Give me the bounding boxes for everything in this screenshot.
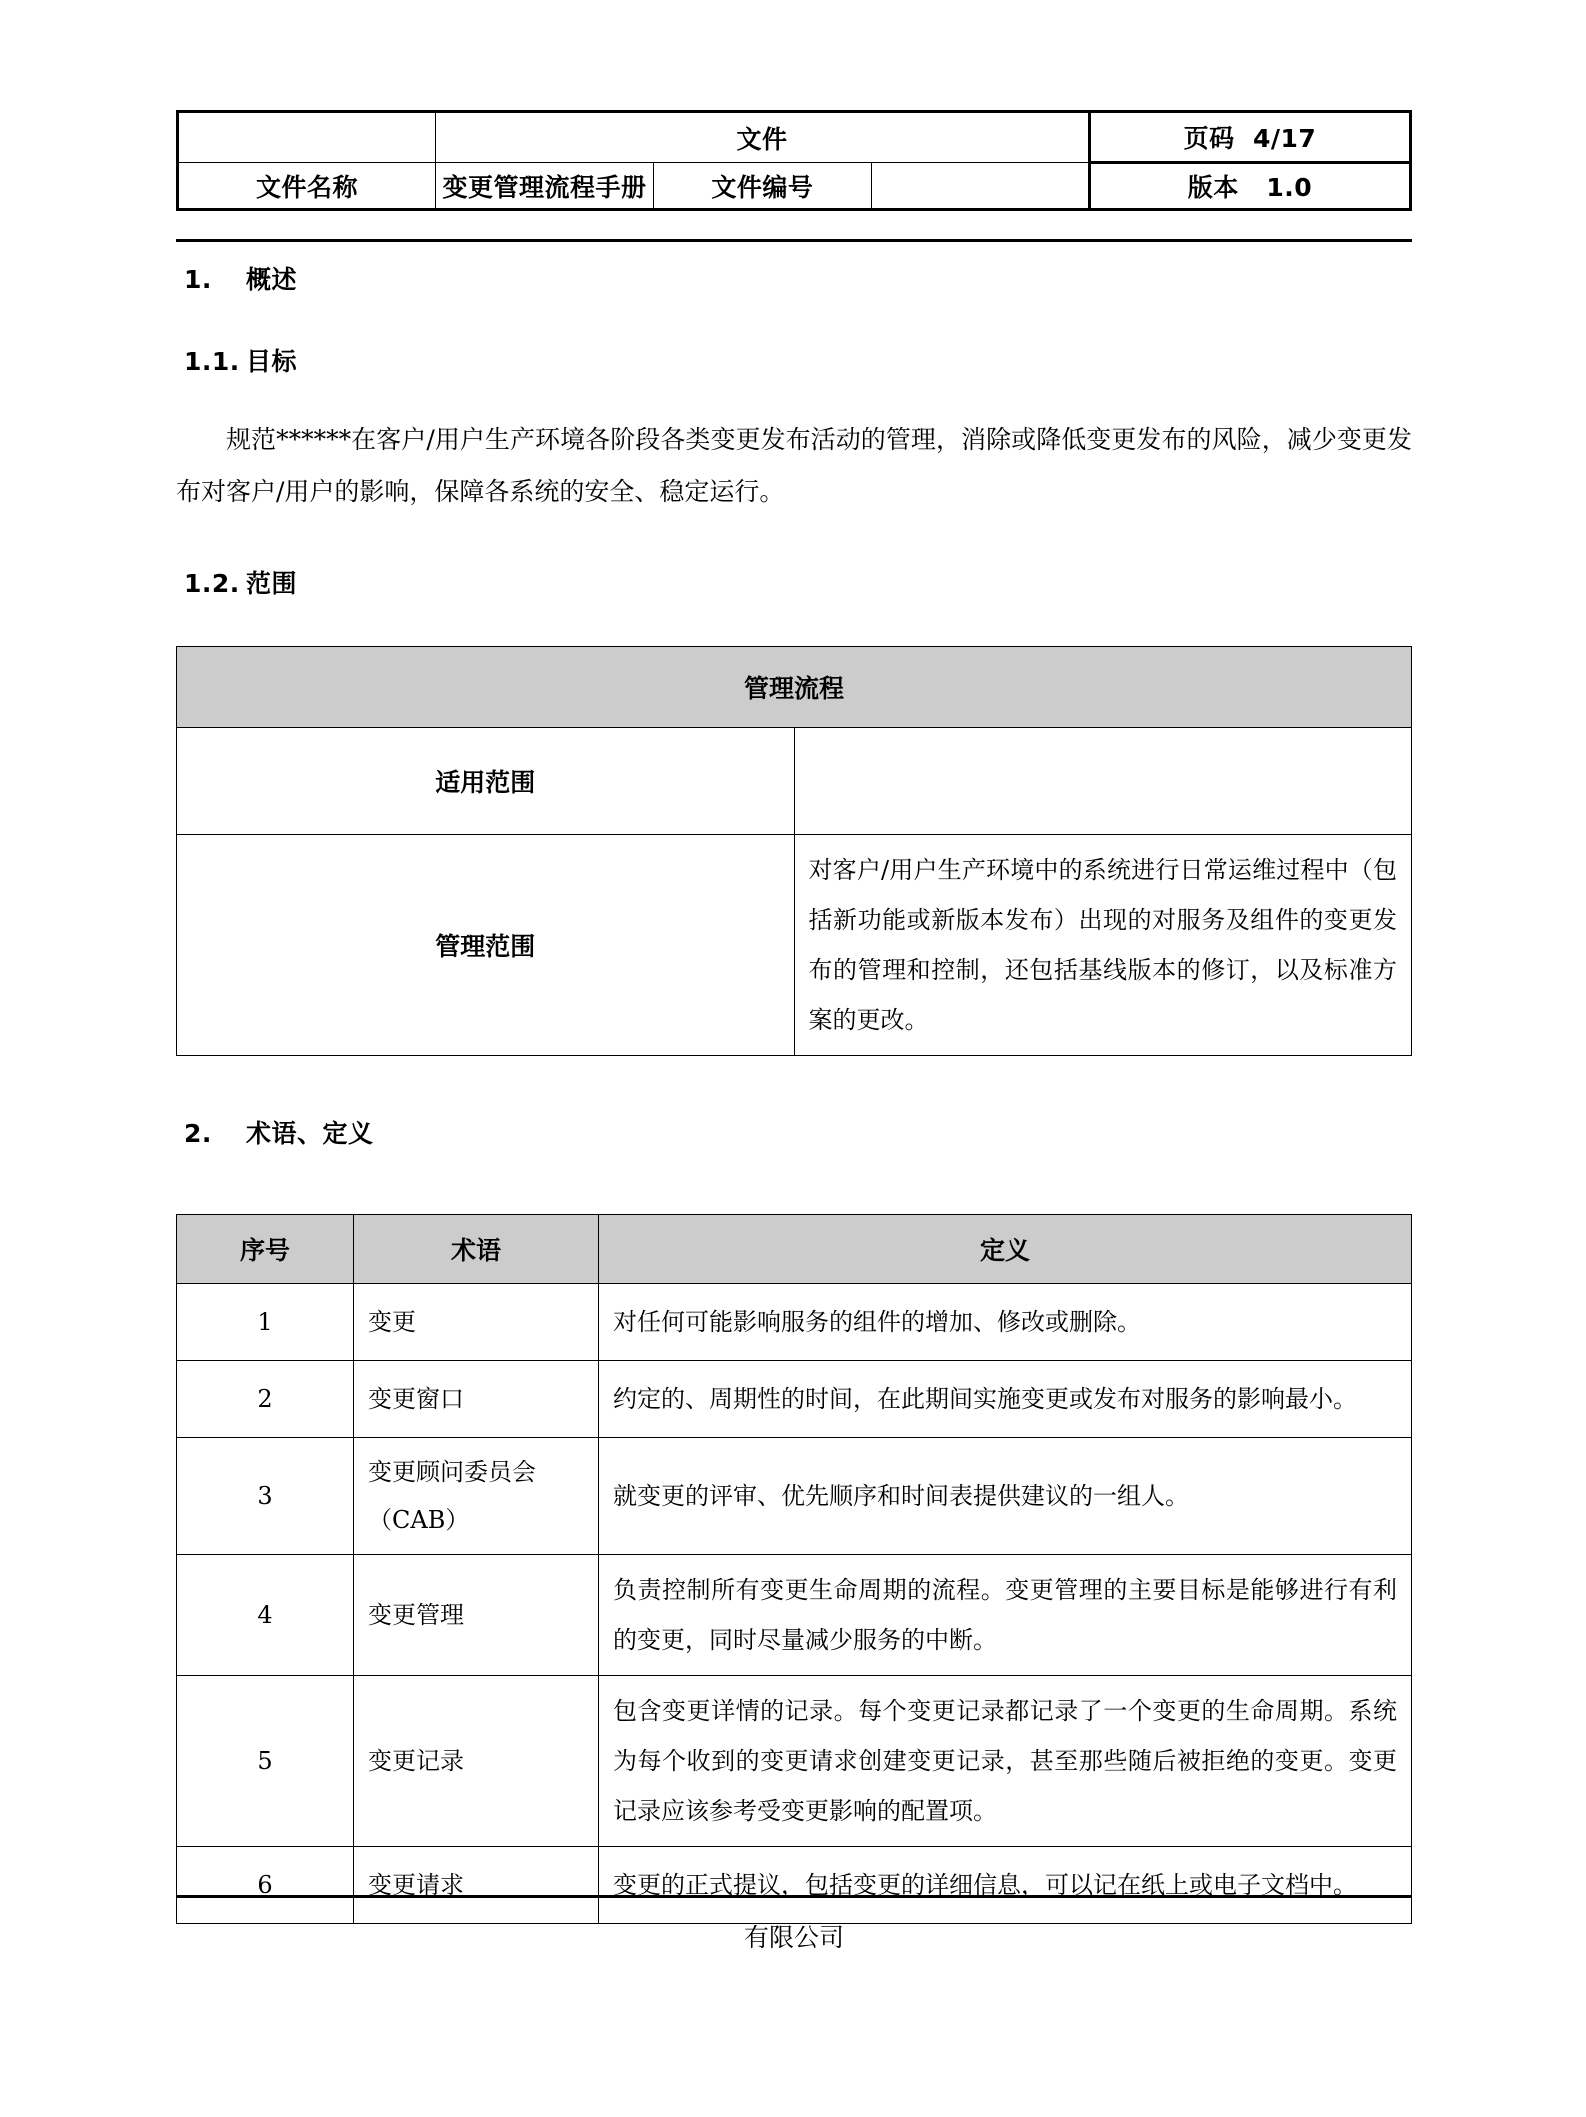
terms-definitions-table: [176, 1214, 1412, 1924]
terms-table-header-row: [177, 1215, 1412, 1284]
terms-row-2-definition: 就变更的评审、优先顺序和时间表提供建议的一组人。: [599, 1438, 1412, 1555]
footer-separator-rule: [176, 1895, 1412, 1898]
heading-1-2-title: 范围: [246, 569, 298, 598]
header-cell-version: 版本 1.0: [1089, 163, 1410, 210]
scope-row-0-value: [794, 728, 1412, 835]
header-cell-docno-label: 文件编号: [653, 163, 871, 210]
terms-row-0-term: 变更: [354, 1284, 599, 1361]
header-cell-docno-value: [871, 163, 1089, 210]
terms-row-5-no: 6: [177, 1847, 354, 1924]
header-row-title: [178, 112, 1411, 163]
scope-row-1-value: 对客户/用户生产环境中的系统进行日常运维过程中（包括新功能或新版本发布）出现的对服务及组件的变更发布的管理和控制，还包括基线版本的修订，以及标准方案的更改。: [794, 835, 1412, 1056]
terms-row-4-term: 变更记录: [354, 1676, 599, 1847]
terms-row-5-term: 变更请求: [354, 1847, 599, 1924]
terms-row-4-no: 5: [177, 1676, 354, 1847]
header-cell-filename-label: 文件名称: [178, 163, 436, 210]
terms-col-header-no: 序号: [177, 1215, 354, 1284]
heading-1-number: 1.: [184, 265, 212, 294]
heading-2-title: 术语、定义: [246, 1119, 374, 1148]
scope-table-row: [177, 728, 1412, 835]
header-cell-page-number: 页码 4/17: [1089, 112, 1410, 163]
heading-1-title: 概述: [246, 265, 298, 294]
scope-row-1-label: 管理范围: [177, 835, 795, 1056]
terms-col-header-definition: 定义: [599, 1215, 1412, 1284]
terms-row-4-definition: 包含变更详情的记录。每个变更记录都记录了一个变更的生命周期。系统为每个收到的变更请求创建变更记录，甚至那些随后被拒绝的变更。变更记录应该参考受变更影响的配置项。: [599, 1676, 1412, 1847]
header-cell-blank-left: [178, 112, 436, 163]
table-row: [177, 1676, 1412, 1847]
terms-row-3-definition: 负责控制所有变更生命周期的流程。变更管理的主要目标是能够进行有利的变更，同时尽量减少服务的中断。: [599, 1555, 1412, 1676]
heading-1-2-number: 1.2.: [184, 569, 240, 598]
terms-row-3-term: 变更管理: [354, 1555, 599, 1676]
header-cell-doc-title: 文件: [436, 112, 1090, 163]
table-row: [177, 1361, 1412, 1438]
terms-row-5-definition: 变更的正式提议，包括变更的详细信息，可以记在纸上或电子文档中。: [599, 1847, 1412, 1924]
terms-row-1-definition: 约定的、周期性的时间，在此期间实施变更或发布对服务的影响最小。: [599, 1361, 1412, 1438]
document-header-table: [176, 110, 1412, 211]
scope-row-0-label: 适用范围: [177, 728, 795, 835]
terms-row-3-no: 4: [177, 1555, 354, 1676]
scope-table: [176, 646, 1412, 1056]
heading-1-1-number: 1.1.: [184, 347, 240, 376]
table-row: [177, 1438, 1412, 1555]
header-separator-rule: [176, 239, 1412, 242]
objective-paragraph: 规范******在客户/用户生产环境各阶段各类变更发布活动的管理，消除或降低变更发布的风险，减少变更发布对客户/用户的影响，保障各系统的安全、稳定运行。: [176, 425, 1412, 506]
terms-row-1-no: 2: [177, 1361, 354, 1438]
footer-company-name: 有限公司: [743, 1923, 844, 1952]
terms-row-2-term: 变更顾问委员会（CAB）: [354, 1438, 599, 1555]
table-row: [177, 1284, 1412, 1361]
heading-2-number: 2.: [184, 1119, 212, 1148]
terms-row-2-no: 3: [177, 1438, 354, 1555]
table-row: [177, 1847, 1412, 1924]
header-cell-filename-value: 变更管理流程手册: [436, 163, 654, 210]
heading-section-1-2: [184, 564, 1412, 600]
heading-1-1-title: 目标: [246, 347, 298, 376]
heading-section-1: [184, 260, 1412, 296]
scope-table-row: [177, 835, 1412, 1056]
terms-row-0-no: 1: [177, 1284, 354, 1361]
header-row-meta: [178, 163, 1411, 210]
heading-section-1-1: [184, 342, 1412, 378]
heading-section-2: [184, 1114, 1412, 1150]
terms-row-1-term: 变更窗口: [354, 1361, 599, 1438]
scope-table-header-row: [177, 647, 1412, 728]
page-content: [176, 0, 1412, 1924]
scope-table-header-cell: 管理流程: [177, 647, 1412, 728]
table-row: [177, 1555, 1412, 1676]
terms-row-0-definition: 对任何可能影响服务的组件的增加、修改或删除。: [599, 1284, 1412, 1361]
terms-col-header-term: 术语: [354, 1215, 599, 1284]
